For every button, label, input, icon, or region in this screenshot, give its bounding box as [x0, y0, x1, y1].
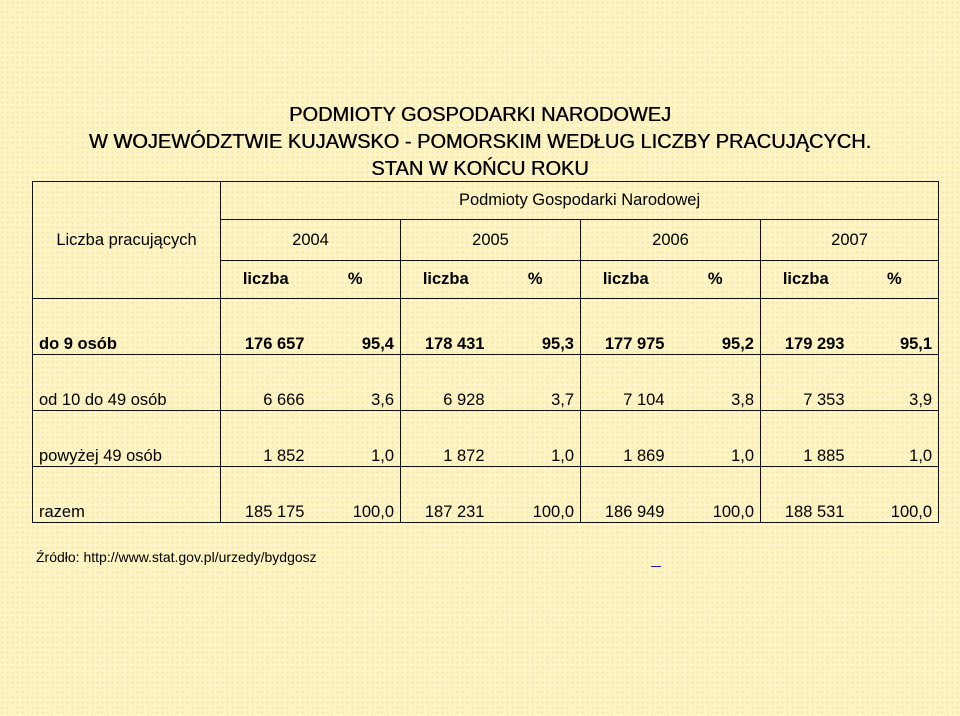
table-cell: 100,0 — [491, 467, 581, 523]
year-header: 2005 — [401, 220, 581, 261]
row-label: do 9 osób — [33, 299, 221, 355]
table-cell: 3,6 — [311, 355, 401, 411]
sub-header: liczba — [401, 261, 491, 299]
title-line-1: PODMIOTY GOSPODARKI NARODOWEJ — [289, 104, 671, 126]
corner-cell — [33, 182, 221, 220]
table-cell: 6 666 — [221, 355, 311, 411]
title-line-2: W WOJEWÓDZTWIE KUJAWSKO - POMORSKIM WEDŁUG LICZBY PRACUJĄCYCH. — [88, 131, 872, 153]
table-cell: 100,0 — [851, 467, 939, 523]
table-cell: 186 949 — [581, 467, 671, 523]
table-cell: 100,0 — [671, 467, 761, 523]
sub-header: % — [671, 261, 761, 299]
year-header: 2007 — [761, 220, 939, 261]
table-cell: 1,0 — [851, 411, 939, 467]
table-cell: 3,9 — [851, 355, 939, 411]
row-header: Liczba pracujących — [33, 220, 221, 261]
year-header: 2006 — [581, 220, 761, 261]
corner-cell-bottom — [33, 261, 221, 299]
sub-header: % — [851, 261, 939, 299]
row-label: powyżej 49 osób — [33, 411, 221, 467]
title-line-3: STAN W KOŃCU ROKU — [371, 158, 589, 180]
table-row — [33, 299, 939, 355]
table-cell: 3,7 — [491, 355, 581, 411]
table-cell: 188 531 — [761, 467, 851, 523]
table-row — [33, 411, 939, 467]
sub-header: liczba — [221, 261, 311, 299]
table-cell: 1 869 — [581, 411, 671, 467]
table-cell: 95,2 — [671, 299, 761, 355]
table-cell: 1 885 — [761, 411, 851, 467]
table-row — [33, 355, 939, 411]
table-cell: 1 872 — [401, 411, 491, 467]
table-cell: 95,1 — [851, 299, 939, 355]
sub-header: % — [311, 261, 401, 299]
table-cell: 178 431 — [401, 299, 491, 355]
table-cell: 1,0 — [311, 411, 401, 467]
table-cell: 100,0 — [311, 467, 401, 523]
table-row-total — [33, 467, 939, 523]
table-cell: 177 975 — [581, 299, 671, 355]
table-cell: 95,4 — [311, 299, 401, 355]
sub-header: liczba — [581, 261, 671, 299]
link-underline[interactable] — [651, 554, 661, 567]
row-label: razem — [33, 467, 221, 523]
row-label: od 10 do 49 osób — [33, 355, 221, 411]
table-cell: 176 657 — [221, 299, 311, 355]
table-cell: 179 293 — [761, 299, 851, 355]
employment-table — [32, 181, 939, 523]
table-cell: 1 852 — [221, 411, 311, 467]
document-title — [0, 102, 960, 183]
table-cell: 185 175 — [221, 467, 311, 523]
table-cell: 187 231 — [401, 467, 491, 523]
table-cell: 7 353 — [761, 355, 851, 411]
source-note: Źródło: http://www.stat.gov.pl/urzedy/bydgosz — [36, 549, 317, 565]
group-header: Podmioty Gospodarki Narodowej — [221, 182, 939, 220]
table-cell: 6 928 — [401, 355, 491, 411]
sub-header: liczba — [761, 261, 851, 299]
table-cell: 95,3 — [491, 299, 581, 355]
table-cell: 1,0 — [671, 411, 761, 467]
sub-header: % — [491, 261, 581, 299]
table-cell: 3,8 — [671, 355, 761, 411]
table-cell: 1,0 — [491, 411, 581, 467]
year-header: 2004 — [221, 220, 401, 261]
table-cell: 7 104 — [581, 355, 671, 411]
